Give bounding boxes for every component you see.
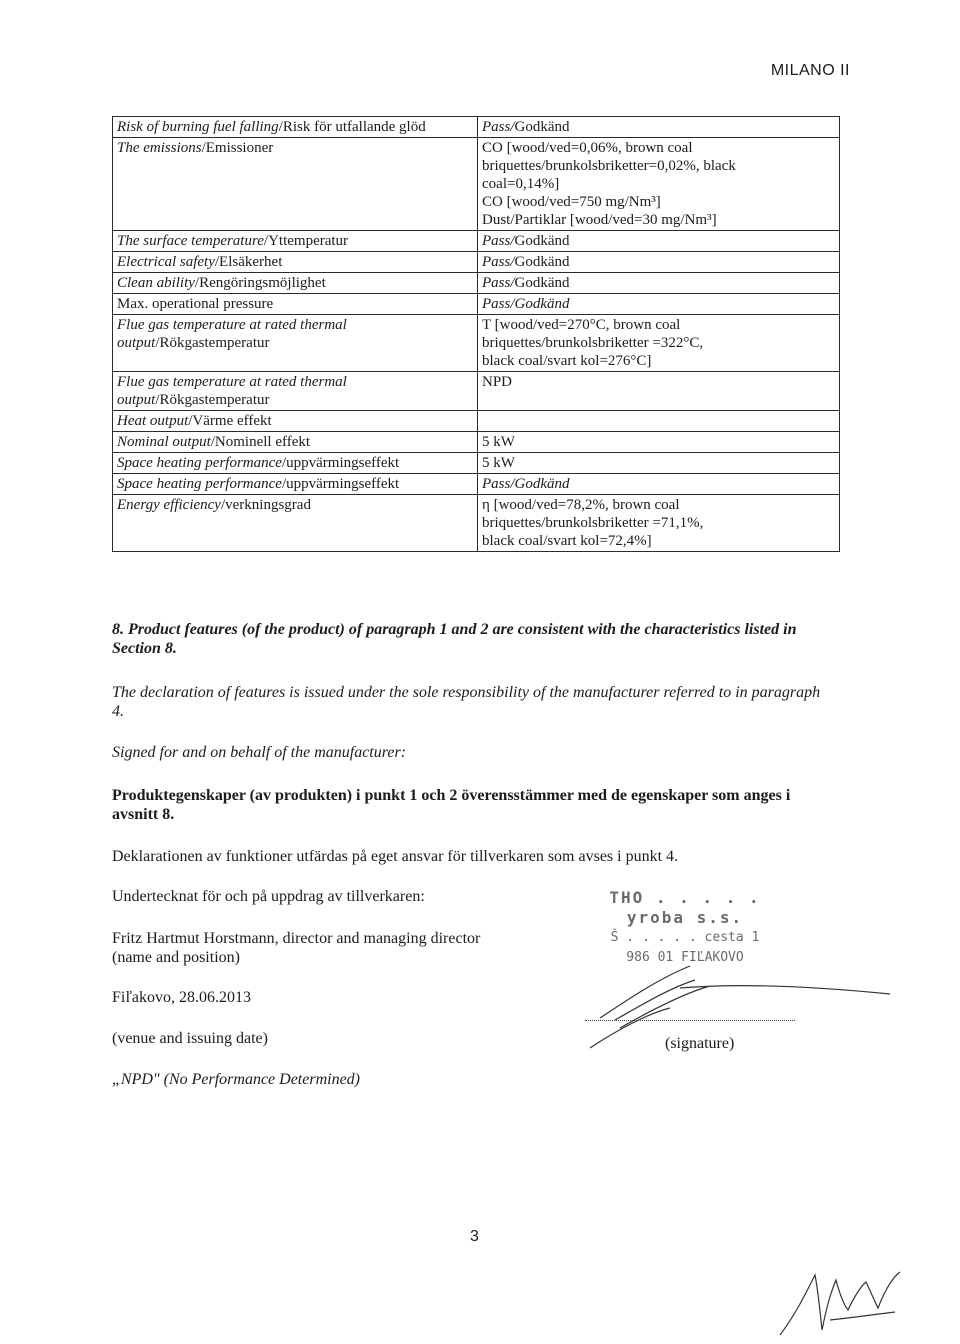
value-en: Pass/ <box>482 275 515 291</box>
stamp-line-3: 986 01 FIĽAKOVO <box>626 950 744 965</box>
features-sv: Produktegenskaper (av produkten) i punkt 1 och 2 överensstämmer med de egenskaper som anges i avsnitt 8. <box>112 787 791 823</box>
page-number: 3 <box>470 1228 479 1245</box>
table-row <box>113 474 840 495</box>
declaration-sv: Deklarationen av funktioner utfärdas på eget ansvar för tillverkaren som avses i punkt 4. <box>112 848 679 865</box>
row-value <box>478 474 840 495</box>
value-line: briquettes/brunkolsbriketter =322°C, <box>482 335 704 351</box>
value-line: black coal/svart kol=72,4%] <box>482 533 652 549</box>
row-label-sv: Max. operational pressure <box>117 296 274 312</box>
row-label-en: The emissions <box>117 140 202 156</box>
row-label <box>113 231 478 252</box>
row-value <box>478 432 840 453</box>
row-label <box>113 453 478 474</box>
specifications-table <box>112 116 840 552</box>
table-row <box>113 117 840 138</box>
signer-label: (name and position) <box>112 949 240 966</box>
row-label-sv: /uppvärmingseffekt <box>281 476 400 492</box>
company-stamp <box>575 888 795 968</box>
value-line: η [wood/ved=78,2%, brown coal <box>482 497 680 513</box>
place-date-label: (venue and issuing date) <box>112 1030 268 1047</box>
row-label-en: Clean ability <box>117 275 195 291</box>
value-en: Pass/ <box>482 233 515 249</box>
value-en: Pass/Godkänd <box>482 476 570 492</box>
value-sv: NPD <box>482 374 513 390</box>
row-value <box>478 411 840 432</box>
row-label-en: Electrical safety <box>117 254 215 270</box>
npd-note: „NPD" (No Performance Determined) <box>112 1071 361 1088</box>
value-sv: Godkänd <box>514 119 570 135</box>
row-label <box>113 474 478 495</box>
table-row <box>113 372 840 411</box>
signer-name: Fritz Hartmut Horstmann, director and managing director <box>112 930 481 947</box>
initials-signature <box>770 1260 910 1340</box>
value-line: T [wood/ved=270°C, brown coal <box>482 317 681 333</box>
row-value <box>478 117 840 138</box>
declaration-en: The declaration of features is issued under the sole responsibility of the manufacturer referred to in paragraph 4. <box>112 684 821 720</box>
row-label-en: Flue gas temperature at rated thermal output <box>117 317 347 351</box>
row-label-sv: /Rökgastemperatur <box>155 335 270 351</box>
row-label-sv: /Värme effekt <box>188 413 272 429</box>
row-label-sv: /Risk för utfallande glöd <box>278 119 426 135</box>
row-label-en: The surface temperature <box>117 233 264 249</box>
value-line: black coal/svart kol=276°C] <box>482 353 652 369</box>
row-label <box>113 411 478 432</box>
row-label <box>113 294 478 315</box>
document-model-header: MILANO II <box>770 62 850 79</box>
row-label-sv: /Yttemperatur <box>263 233 349 249</box>
row-label <box>113 372 478 411</box>
row-label-en: Risk of burning fuel falling <box>117 119 279 135</box>
row-label-sv: /uppvärmingseffekt <box>281 455 400 471</box>
table-row <box>113 252 840 273</box>
row-label-en: Space heating performance <box>117 455 282 471</box>
value-line: briquettes/brunkolsbriketter=0,02%, black <box>482 158 736 174</box>
value-sv: Godkänd <box>514 233 570 249</box>
value-sv: 5 kW <box>482 434 515 450</box>
row-label <box>113 138 478 231</box>
row-label-en: Space heating performance <box>117 476 282 492</box>
value-line: Dust/Partiklar [wood/ved=30 mg/Nm³] <box>482 212 717 228</box>
row-label-en: Nominal output <box>117 434 211 450</box>
row-label-en: Heat output <box>117 413 189 429</box>
value-en: Pass/Godkänd <box>482 296 570 312</box>
signed-sv: Undertecknat för och på uppdrag av tillverkaren: <box>112 888 425 905</box>
table-row <box>113 273 840 294</box>
value-line: briquettes/brunkolsbriketter =71,1%, <box>482 515 704 531</box>
table-row <box>113 495 840 552</box>
row-label <box>113 117 478 138</box>
value-en: Pass/ <box>482 119 515 135</box>
row-value <box>478 252 840 273</box>
row-label-sv: /Rökgastemperatur <box>155 392 270 408</box>
row-value <box>478 231 840 252</box>
row-label-sv: /Elsäkerhet <box>214 254 283 270</box>
value-en: Pass/ <box>482 254 515 270</box>
row-label-sv: /Rengöringsmöjlighet <box>194 275 326 291</box>
section-8-title: 8. Product features (of the product) of paragraph 1 and 2 are consistent with the characteristics listed in Section 8. <box>112 621 797 657</box>
table-row <box>113 432 840 453</box>
stamp-line-2: Š . . . . . cesta 1 <box>610 930 760 945</box>
row-label <box>113 273 478 294</box>
table-row <box>113 411 840 432</box>
value-line: CO [wood/ved=0,06%, brown coal <box>482 140 693 156</box>
row-label <box>113 495 478 552</box>
table-row <box>113 294 840 315</box>
table-row <box>113 231 840 252</box>
row-value <box>478 294 840 315</box>
row-label <box>113 432 478 453</box>
row-label-en: Energy efficiency <box>117 497 221 513</box>
row-value <box>478 372 840 411</box>
stamp-line-1: THO . . . . . yroba s.s. <box>609 888 761 927</box>
row-label <box>113 252 478 273</box>
table-row <box>113 138 840 231</box>
value-line: CO [wood/ved=750 mg/Nm³] <box>482 194 661 210</box>
value-line: coal=0,14%] <box>482 176 560 192</box>
row-value <box>478 138 840 231</box>
row-value <box>478 273 840 294</box>
value-sv: Godkänd <box>514 254 570 270</box>
row-label <box>113 315 478 372</box>
row-value <box>478 495 840 552</box>
signature-label: (signature) <box>665 1035 735 1052</box>
value-sv: 5 kW <box>482 455 515 471</box>
row-label-sv: /Nominell effekt <box>210 434 311 450</box>
table-row <box>113 315 840 372</box>
place-date: Fiľakovo, 28.06.2013 <box>112 989 251 1006</box>
row-label-sv: /verkningsgrad <box>220 497 311 513</box>
signature-line <box>585 1020 795 1021</box>
signed-en: Signed for and on behalf of the manufacturer: <box>112 744 407 761</box>
row-label-en: Flue gas temperature at rated thermal output <box>117 374 347 408</box>
table-row <box>113 453 840 474</box>
row-value <box>478 453 840 474</box>
row-label-sv: /Emissioner <box>201 140 274 156</box>
row-value <box>478 315 840 372</box>
value-sv: Godkänd <box>514 275 570 291</box>
